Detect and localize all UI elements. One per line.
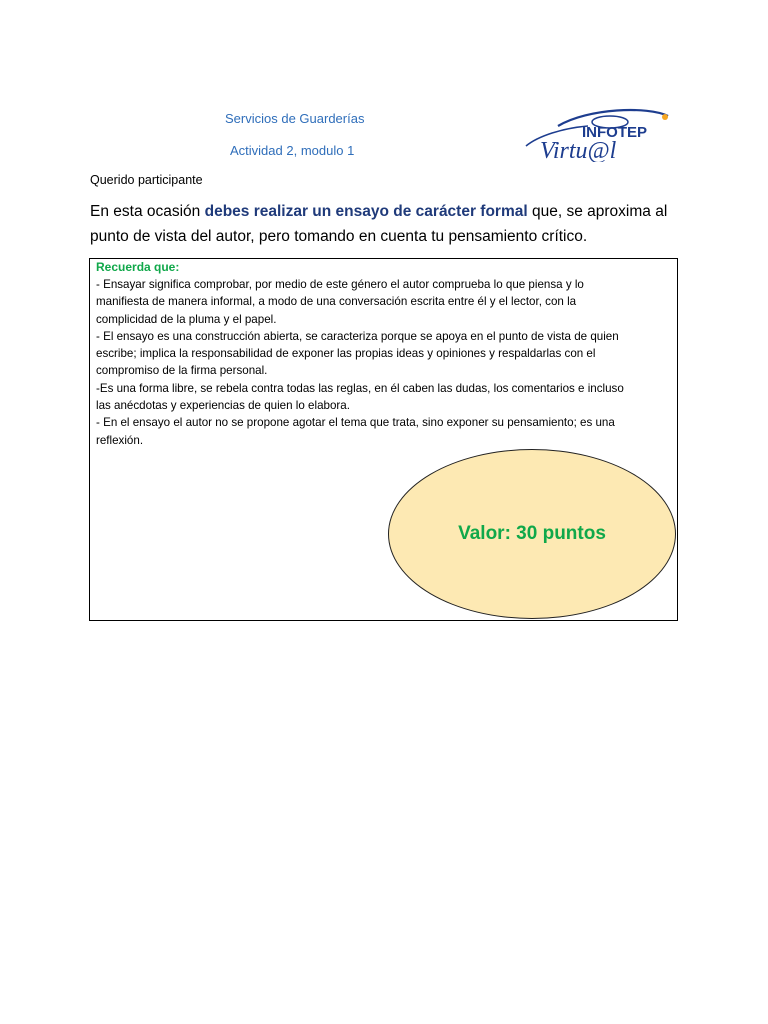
value-label: Valor: 30 puntos: [458, 523, 606, 544]
reminder-line: - En el ensayo el autor no se propone agotar el tema que trata, sino exponer su pensamiento; es una: [96, 416, 615, 430]
reminder-line: complicidad de la pluma y el papel.: [96, 312, 277, 326]
intro-after: que, se aproxima al punto de vista del autor, pero tomando en cuenta tu pensamiento crítico.: [90, 203, 668, 245]
reminder-text: [96, 276, 666, 449]
intro-paragraph: [90, 199, 680, 249]
reminder-line: escribe; implica la responsabilidad de exponer las propias ideas y opiniones y respaldarlas con el: [96, 347, 596, 361]
logo-graphic: [518, 106, 683, 162]
infotep-virtual-logo: [518, 106, 683, 162]
course-title: Servicios de Guarderías: [225, 111, 365, 126]
reminder-line: reflexión.: [96, 433, 144, 447]
greeting: Querido participante: [90, 173, 203, 187]
reminder-line: -Es una forma libre, se rebela contra todas las reglas, en él caben las dudas, los comentarios e incluso: [96, 381, 624, 395]
reminder-heading: Recuerda que:: [96, 260, 180, 274]
intro-emphasis: debes realizar un ensayo de carácter formal: [204, 203, 528, 220]
logo-text-top: INFOTEP: [582, 124, 648, 141]
activity-title: Actividad 2, modulo 1: [230, 143, 355, 158]
logo-text-bottom: Virtu@l: [540, 138, 617, 162]
reminder-line: las anécdotas y experiencias de quien lo elabora.: [96, 399, 350, 413]
reminder-line: compromiso de la firma personal.: [96, 364, 268, 378]
value-badge: [388, 449, 676, 619]
reminder-line: manifiesta de manera informal, a modo de una conversación escrita entre él y el lector, con la: [96, 295, 577, 309]
reminder-box: [89, 258, 678, 621]
intro-before: En esta ocasión: [90, 203, 205, 220]
reminder-line: - El ensayo es una construcción abierta, se caracteriza porque se apoya en el punto de vista de quien: [96, 329, 619, 343]
reminder-line: - Ensayar significa comprobar, por medio de este género el autor comprueba lo que piensa y lo: [96, 278, 584, 291]
